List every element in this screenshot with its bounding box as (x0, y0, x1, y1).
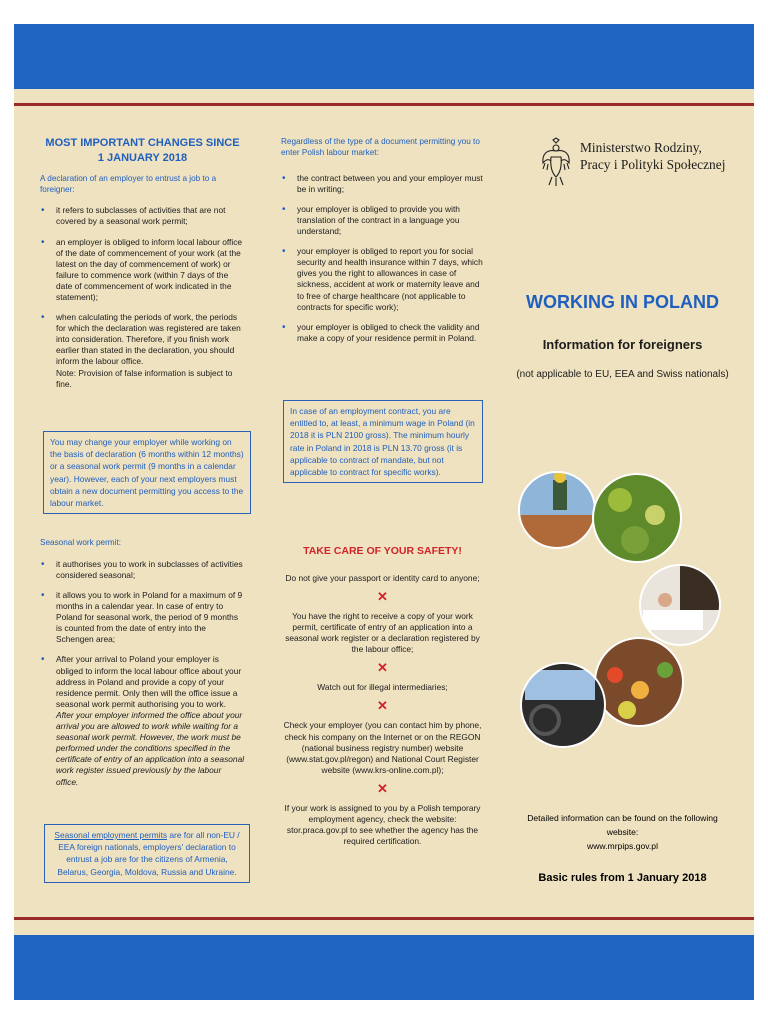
list-item-text: After your arrival to Poland your employer is obliged to inform the local labour office about your address in Poland and provide a copy of your residence permit. Only then will the office issue a seasonal work permit authorising you to work. (56, 654, 242, 709)
photo-collage (515, 460, 730, 760)
safety-item: Do not give your passport or identity card to anyone; (285, 572, 480, 583)
change-employer-box: You may change your employer while working on the basis of declaration (6 months within 12 months) or a seasonal work permit (9 months in a calendar year). However, each of your next employers must obtain a new document permitting you access to the labour market. (43, 431, 251, 514)
column-changes (40, 136, 245, 399)
safety-item: Watch out for illegal intermediaries; (317, 682, 448, 693)
bottom-blue-band (14, 935, 754, 1000)
top-blue-band (14, 24, 754, 89)
declaration-heading: A declaration of an employer to entrust a job to a foreigner: (40, 173, 217, 194)
basic-rules-title: Basic rules from 1 January 2018 (538, 872, 707, 884)
nationalities-box (44, 824, 250, 883)
cross-mark-icon: ✕ (377, 780, 388, 796)
subtitle-note: (not applicable to EU, EEA and Swiss nationals) (516, 369, 729, 380)
safety-item: You have the right to receive a copy of your work permit, certificate of entry of an application into a seasonal work register or a declaration registered by the labour office; (285, 610, 480, 655)
list-item: • your employer is obliged to check the validity and make a copy of your residence permit in Poland. (281, 322, 484, 344)
bottom-red-rule (14, 917, 754, 920)
seasonal-section (40, 538, 245, 797)
list-item: • your employer is obliged to provide you with translation of the contract in a language you understand; (281, 204, 484, 237)
fruit-picking-photo (585, 470, 685, 570)
ministry-line1: Ministerstwo Rodziny, (580, 140, 702, 155)
cross-mark-icon: ✕ (377, 698, 388, 714)
seasonal-list (40, 559, 245, 788)
changes-title-line1: MOST IMPORTANT CHANGES SINCE (45, 137, 240, 149)
main-title: WORKING IN POLAND (526, 292, 719, 312)
ministry-line2: Pracy i Polityki Społecznej (580, 156, 726, 172)
safety-item: If your work is assigned to you by a Polish temporary employment agency, check the website: stor.praca.gov.pl to see whether the agency has the required certification. (284, 802, 481, 847)
list-item: • it allows you to work in Poland for a maximum of 9 months in a calendar year. In case of entry to Poland for seasonal work, the period of 9 months is counted from the date of entry into the Schengen area; (40, 590, 245, 645)
rights-list (281, 173, 484, 344)
list-item-italic-text: After your employer informed the office about your arrival you are allowed to work while waiting for a seasonal work permit. However, the work must be performed under the conditions specified in the certificate of entry of an application into a seasonal work register issued previously by the labour office. (56, 709, 245, 787)
cross-mark-icon: ✕ (377, 588, 388, 604)
website-url[interactable]: www.mrpips.gov.pl (587, 840, 658, 851)
column-rights (281, 137, 484, 353)
fine-note: Note: Provision of false information is subject to fine. (56, 367, 233, 389)
changes-title (40, 136, 245, 166)
safety-section (281, 545, 484, 847)
subtitle: Information for foreigners (542, 337, 703, 352)
office-writing-photo (635, 560, 725, 650)
safety-item: Check your employer (you can contact him by phone, check his company on the Internet or on the REGON (national business registry number) website (www.stat.gov.pl/regon) and National Court Register website (www.krs-online.com.pl); (283, 720, 482, 775)
list-item-text: when calculating the periods of work, the periods for which the declaration was registered are taken into consideration. Therefore, if you finish work earlier than stated in the declaration, you should inform the labour office. (56, 312, 241, 367)
declaration-list (40, 205, 245, 389)
list-item: • it refers to subclasses of activities that are not covered by a seasonal work permit; (40, 205, 245, 227)
website-info-line: Detailed information can be found on the following website: (527, 813, 718, 837)
nationalities-text: are for all non-EU / EEA foreign nationals, employers' declaration to entrust a job are for the citizens of Armenia, Belarus, Georgia, Moldova, Russia and Ukraine. (57, 830, 240, 877)
top-red-rule (14, 103, 754, 106)
rights-intro: Regardless of the type of a document permitting you to enter Polish labour market: (281, 137, 480, 157)
permits-underlined: Seasonal employment permits (54, 830, 168, 840)
list-item: • it authorises you to work in subclasses of activities considered seasonal; (40, 559, 245, 581)
list-item (40, 312, 245, 390)
market-stall-photo (590, 635, 690, 730)
construction-worker-photo (515, 460, 605, 560)
list-item: • an employer is obliged to inform local labour office of the date of commencement of your work (at the latest on the day of commencement of work) or failure to commence work (within 7 days of the date of commencement of work indicated in the statement); (40, 237, 245, 304)
list-item: • the contract between you and your employer must be in writing; (281, 173, 484, 195)
cross-mark-icon: ✕ (377, 660, 388, 676)
ministry-name (580, 140, 740, 174)
website-info (515, 812, 730, 853)
changes-title-line2: 1 JANUARY 2018 (97, 151, 188, 164)
polish-eagle-crest-icon (540, 137, 572, 193)
list-item (40, 654, 245, 787)
minimum-wage-box: In case of an employment contract, you are entitled to, at least, a minimum wage in Poland (in 2018 it is PLN 2100 gross). The minimum hourly rate in Poland in 2018 is PLN 13.70 gross (it is applicable to contract of mandate, but not applicable to contract for specific works). (283, 400, 483, 483)
safety-title: TAKE CARE OF YOUR SAFETY! (303, 545, 462, 557)
list-item: • your employer is obliged to report you for social security and health insurance within 7 days, which gives you the right to allowances in case of sickness, accident at work or maternity leave and to free of charge healthcare (not applicable to contracts for specific work); (281, 246, 484, 313)
seasonal-heading: Seasonal work permit: (40, 538, 121, 547)
